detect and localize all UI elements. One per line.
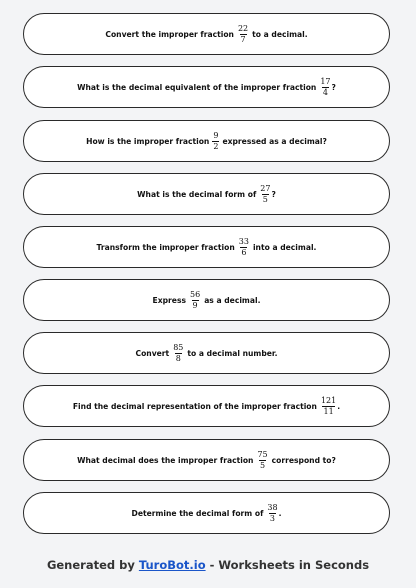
question-text-after: expressed as a decimal? [222,136,327,146]
fraction-numerator: 9 [213,130,219,140]
fraction-numerator: 56 [190,289,201,299]
question-text-before: What is the decimal equivalent of the improper fraction [77,82,317,92]
footer-prefix: Generated by [46,558,135,572]
question-text-before: What decimal does the improper fraction [77,455,254,465]
fraction-denominator: 7 [240,34,246,44]
question-card [23,13,390,55]
fraction [319,78,331,97]
question-card [23,332,390,374]
fraction [256,451,268,470]
question-card [23,492,390,534]
fraction-denominator: 2 [213,141,219,151]
fraction [238,238,250,257]
question-text-before: Transform the improper fraction [96,242,235,252]
question-text-after: . [278,508,282,518]
fraction [266,504,278,523]
fraction-numerator: 27 [260,183,271,193]
footer [0,558,416,572]
fraction-denominator: 11 [323,406,334,416]
question-card [23,439,390,481]
fraction-denominator: 5 [260,460,266,470]
question-text-after: into a decimal. [252,242,317,252]
question-card [23,66,390,108]
fraction-numerator: 38 [267,502,278,512]
question-card [23,279,390,321]
question-text-after: correspond to? [271,455,336,465]
question-text-before: Express [152,295,186,305]
question-text-before: Find the decimal representation of the improper fraction [72,401,317,411]
question-text-after: to a decimal number. [187,348,278,358]
question-text-after: as a decimal. [204,295,261,305]
question-text-before: How is the improper fraction [86,136,210,146]
question-text-after: to a decimal. [252,29,308,39]
question-text-after: ? [331,82,336,92]
question-card [23,120,390,162]
fraction-denominator: 5 [262,194,268,204]
fraction [172,344,184,363]
fraction [212,132,219,151]
question-card [23,173,390,215]
fraction [237,25,249,44]
question-text-before: What is the decimal form of [137,189,257,199]
footer-suffix: - Worksheets in Seconds [209,558,370,572]
fraction-numerator: 85 [173,342,184,352]
question-card [23,385,390,427]
question-text-before: Determine the decimal form of [131,508,264,518]
fraction-denominator: 8 [175,353,181,363]
fraction-denominator: 3 [269,513,276,523]
fraction-numerator: 33 [238,236,249,246]
fraction-denominator: 6 [241,247,247,257]
fraction-numerator: 75 [257,449,268,459]
fraction-denominator: 9 [192,300,198,310]
question-text-after: ? [271,189,276,199]
fraction [259,185,271,204]
question-card [23,226,390,268]
question-text-after: . [337,401,341,411]
fraction-numerator: 17 [320,76,331,86]
fraction [189,291,201,310]
fraction [320,397,337,416]
turobot-link[interactable]: TuroBot.io [138,558,206,572]
fraction-numerator: 121 [320,395,337,405]
fraction-numerator: 22 [237,23,249,33]
fraction-denominator: 4 [322,87,328,97]
question-text-before: Convert [135,348,170,358]
question-text-before: Convert the improper fraction [105,29,234,39]
